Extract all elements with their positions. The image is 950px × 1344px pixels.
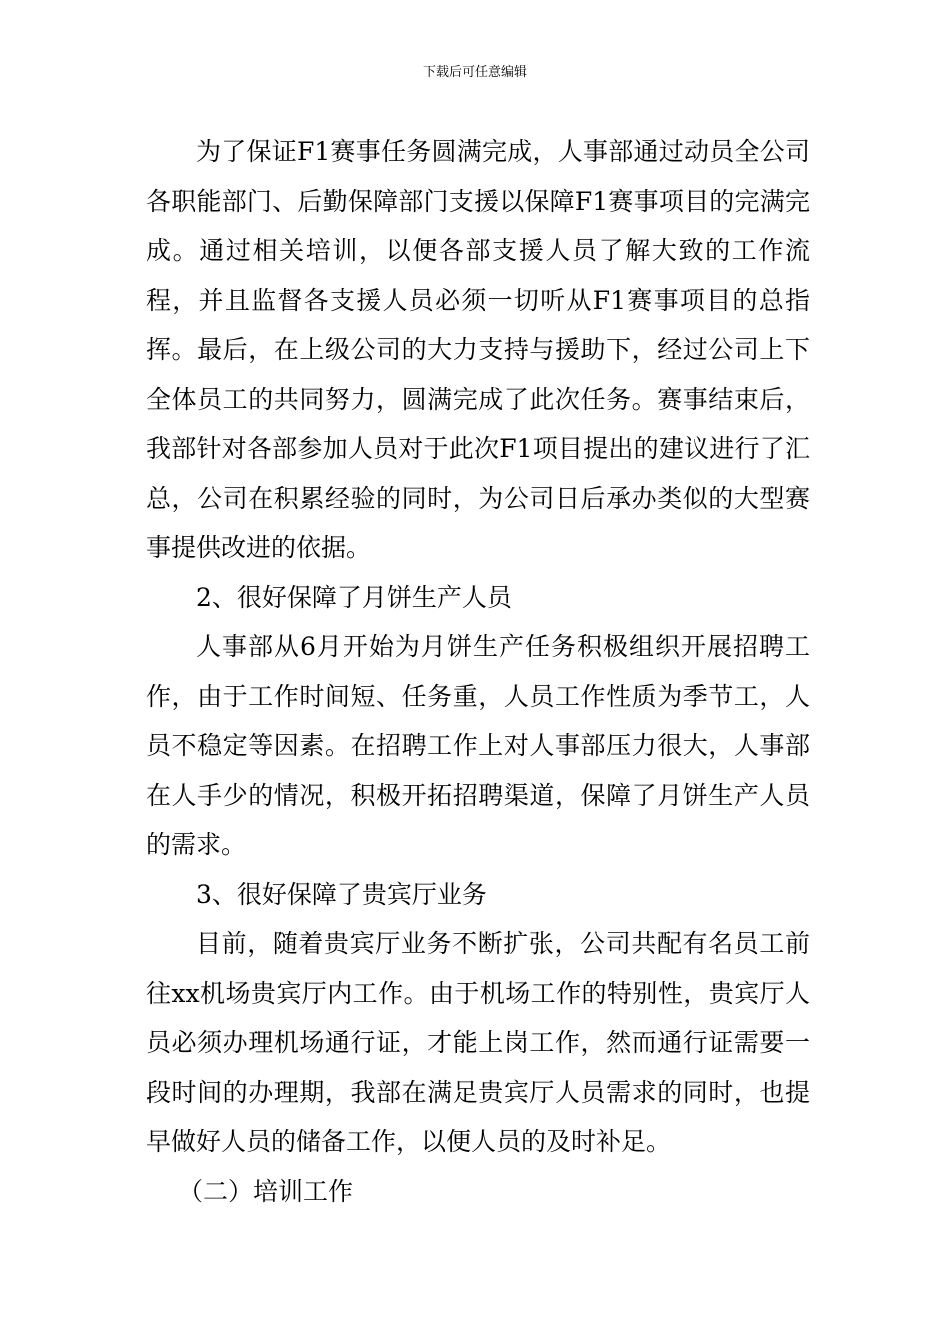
page-header: 下载后可任意编辑 — [422, 65, 527, 80]
section-heading-training: （二）培训工作 — [178, 1176, 354, 1206]
heading-mooncake-staffing: 2、很好保障了月饼生产人员 — [196, 582, 512, 612]
paragraph-vip-lounge: 目前，随着贵宾厅业务不断扩张，公司共配有名员工前往xx机场贵宾厅内工作。由于机场工作的特别性，贵宾厅人员必须办理机场通行证，才能上岗工作，然而通行证需要一段时间的办理期，我部在满足贵宾厅人员需求的同时，也提早做好人员的储备工作，以便人员的及时补足。 — [146, 929, 810, 1156]
document-body — [146, 127, 810, 1216]
paragraph-mooncake-recruitment: 人事部从6月开始为月饼生产任务积极组织开展招聘工作，由于工作时间短、任务重，人员工作性质为季节工，人员不稳定等因素。在招聘工作上对人事部压力很大，人事部在人手少的情况，积极开拓招聘渠道，保障了月饼生产人员的需求。 — [146, 632, 810, 859]
heading-vip-lounge: 3、很好保障了贵宾厅业务 — [196, 879, 487, 909]
paragraph-f1-event: 为了保证F1赛事任务圆满完成，人事部通过动员全公司各职能部门、后勤保障部门支援以保障F1赛事项目的完满完成。通过相关培训，以便各部支援人员了解大致的工作流程，并且监督各支援人员必须一切听从F1赛事项目的总指挥。最后，在上级公司的大力支持与援助下，经过公司上下全体员工的共同努力，圆满完成了此次任务。赛事结束后，我部针对各部参加人员对于此次F1项目提出的建议进行了汇总，公司在积累经验的同时，为公司日后承办类似的大型赛事提供改进的依据。 — [146, 137, 810, 562]
